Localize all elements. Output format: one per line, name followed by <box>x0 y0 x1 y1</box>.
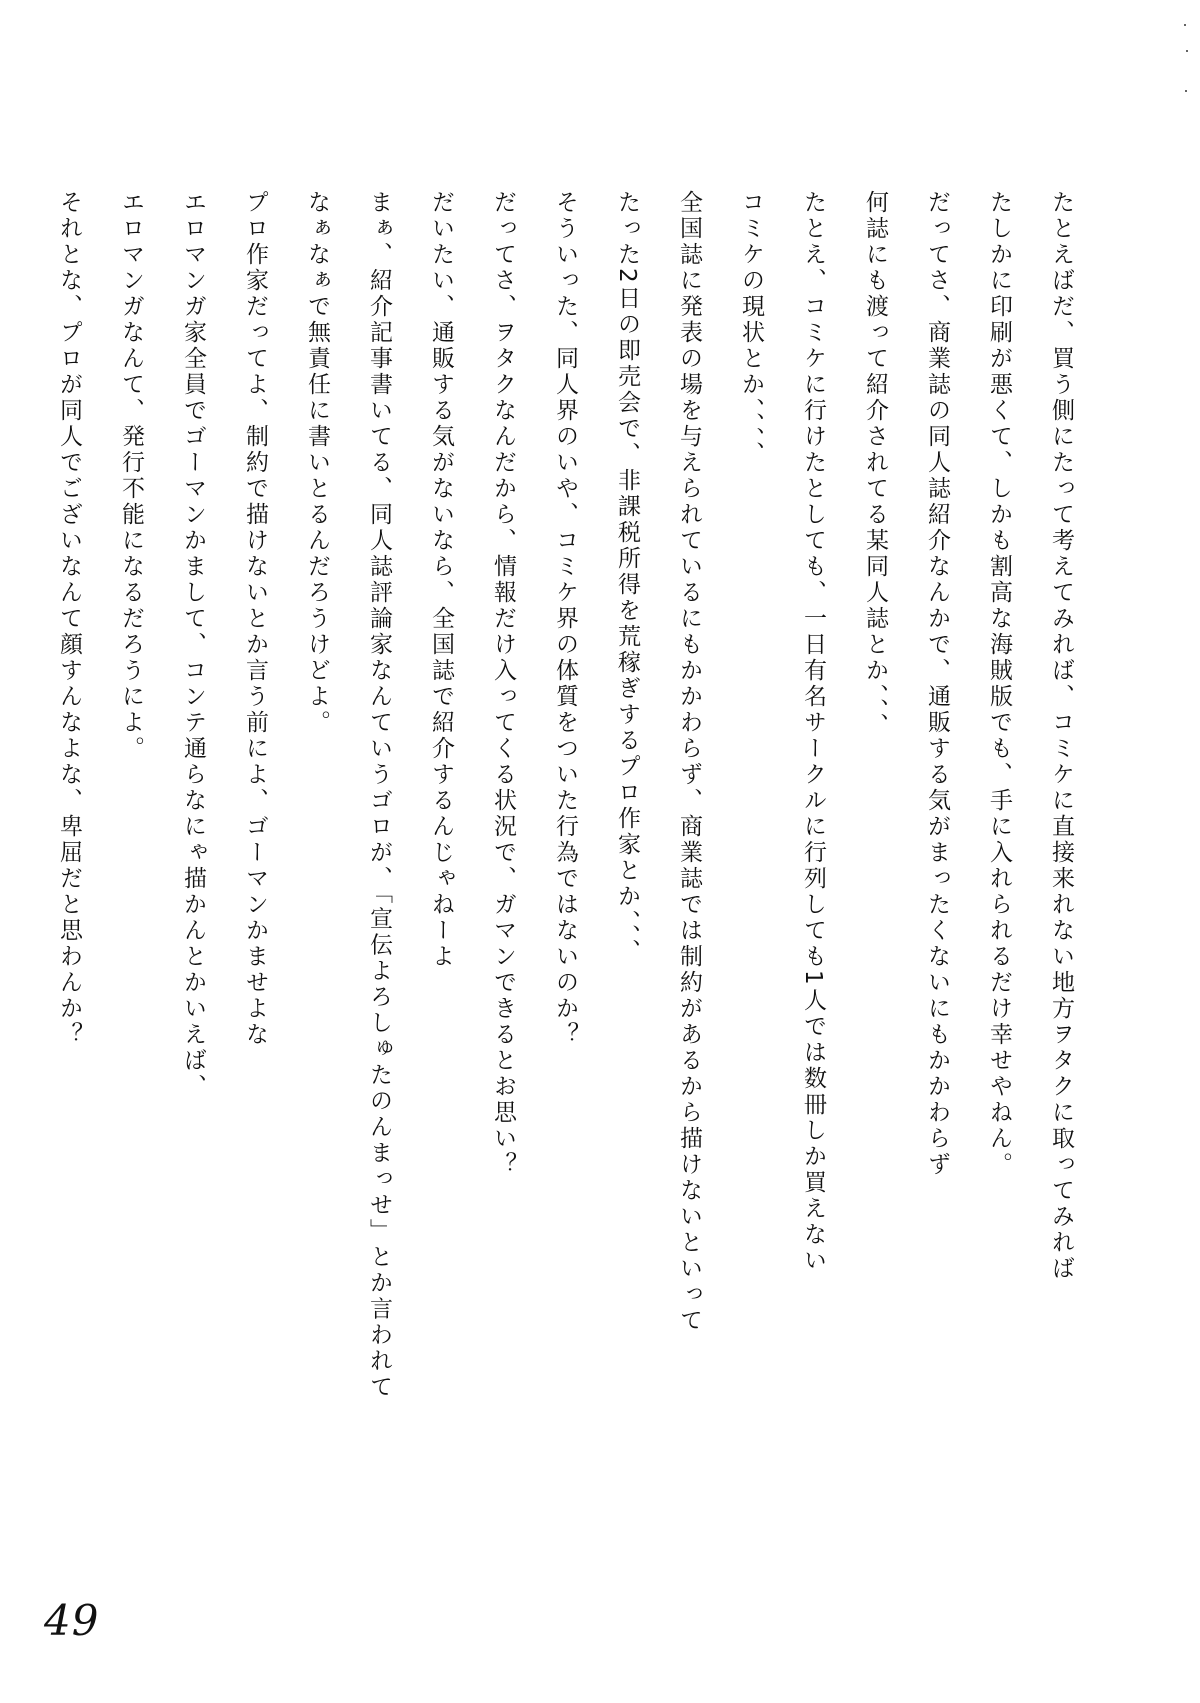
page-number: 49 <box>44 1596 100 1645</box>
text-line: 何誌にも渡って紹介されてる某同人誌とか、、、 <box>862 190 888 739</box>
corner-marks <box>1180 20 1190 100</box>
corner-mark <box>1184 24 1186 26</box>
text-line: それとな、プロが同人でございなんて顔すんなよな、卑屈だと思わんか？ <box>56 190 82 1048</box>
text-line: エロマンガなんて、発行不能になるだろうによ。 <box>118 190 144 762</box>
text-line: だってさ、商業誌の同人誌紹介なんかで、通販する気がまったくないにもかかわらず <box>924 190 950 1178</box>
text-line: まぁ、紹介記事書いてる、同人誌評論家なんていうゴロが、「宣伝よろしゅたのんまっせ」とか言われて <box>366 190 392 1401</box>
text-line: プロ作家だってよ、制約で描けないとか言う前によ、ゴーマンかませよな <box>242 190 268 1048</box>
vertical-text-body <box>56 190 1092 1490</box>
text-line: エロマンガ家全員でゴーマンかまして、コンテ通らなにゃ描かんとかいえば、 <box>180 190 206 1100</box>
text-line: だってさ、ヲタクなんだから、情報だけ入ってくる状況で、ガマンできるとお思い？ <box>490 190 516 1178</box>
text-line: なぁなぁで無責任に書いとるんだろうけどよ。 <box>304 190 330 736</box>
text-line: たった2日の即売会で、非課税所得を荒稼ぎするプロ作家とか、、、 <box>614 190 640 965</box>
text-line: だいたい、通販する気がないなら、全国誌で紹介するんじゃねーよ <box>428 190 454 970</box>
text-line: コミケの現状とか、、、、 <box>738 190 764 468</box>
text-line: たしかに印刷が悪くて、しかも割高な海賊版でも、手に入れられるだけ幸せやねん。 <box>986 190 1012 1178</box>
text-line: 全国誌に発表の場を与えられているにもかかわらず、商業誌では制約があるから描けないといって <box>676 190 702 1334</box>
text-line: たとえばだ、買う側にたって考えてみれば、コミケに直接来れない地方ヲタクに取ってみれば <box>1048 190 1074 1282</box>
text-line: そういった、同人界のいや、コミケ界の体質をついた行為ではないのか？ <box>552 190 578 1048</box>
corner-mark <box>1185 90 1187 92</box>
text-line: たとえ、コミケに行けたとしても、一日有名サークルに行列しても1人では数冊しか買えない <box>800 190 826 1274</box>
corner-mark <box>1186 50 1188 52</box>
